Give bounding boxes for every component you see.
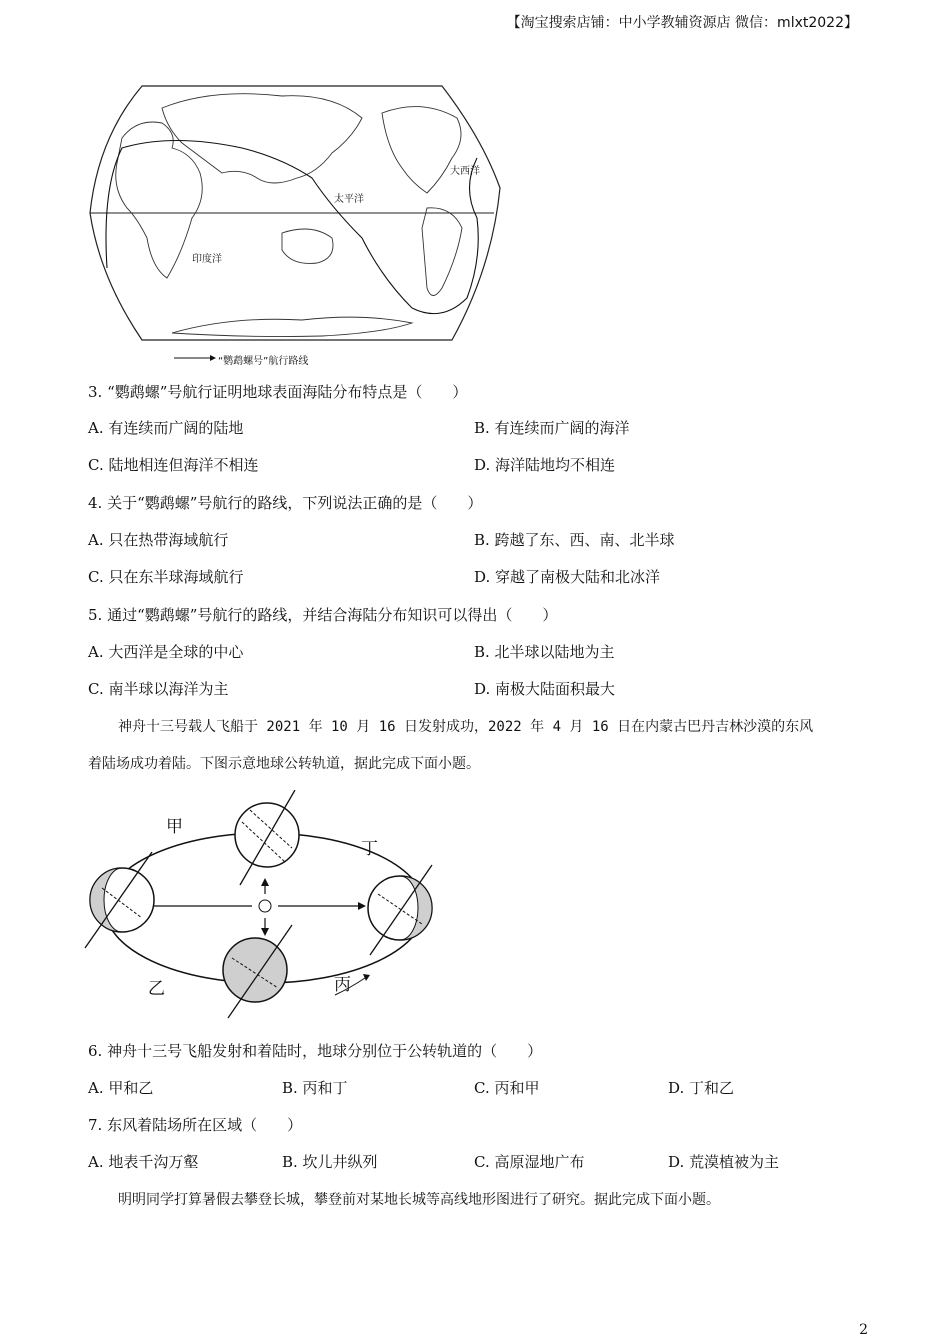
question-6-stem: 6. 神舟十三号飞船发射和着陆时，地球分别位于公转轨道的（ ） xyxy=(88,1042,543,1060)
question-3-stem: 3. “鹦鹉螺”号航行证明地球表面海陆分布特点是（ ） xyxy=(88,383,468,401)
q4-option-d[interactable]: D. 穿越了南极大陆和北冰洋 xyxy=(474,568,661,586)
label-yi: 乙 xyxy=(148,979,165,999)
orbit-svg xyxy=(80,790,450,1020)
passage-line-2: 着陆场成功着陆。下图示意地球公转轨道，据此完成下面小题。 xyxy=(88,756,480,772)
label-bing: 丙 xyxy=(334,975,351,995)
world-map-svg xyxy=(82,78,502,368)
earth-bottom xyxy=(223,925,292,1018)
q3-option-a[interactable]: A. 有连续而广阔的陆地 xyxy=(88,419,244,437)
earth-right xyxy=(368,865,432,955)
q7-option-a[interactable]: A. 地表千沟万壑 xyxy=(88,1153,199,1171)
q6-option-a[interactable]: A. 甲和乙 xyxy=(88,1079,154,1097)
page-number: 2 xyxy=(859,1322,868,1338)
question-5-stem: 5. 通过“鹦鹉螺”号航行的路线，并结合海陆分布知识可以得出（ ） xyxy=(88,606,558,624)
q5-option-c[interactable]: C. 南半球以海洋为主 xyxy=(88,680,229,698)
map-legend: “鹦鹉螺号”航行路线 xyxy=(218,356,309,367)
q5-option-a[interactable]: A. 大西洋是全球的中心 xyxy=(88,643,244,661)
q4-option-b[interactable]: B. 跨越了东、西、南、北半球 xyxy=(474,531,675,549)
question-7-stem: 7. 东风着陆场所在区域（ ） xyxy=(88,1116,303,1134)
earth-top xyxy=(235,790,299,885)
label-ding: 丁 xyxy=(361,839,378,859)
passage-2: 明明同学打算暑假去攀登长城，攀登前对某地长城等高线地形图进行了研究。据此完成下面小题。 xyxy=(118,1192,720,1208)
label-indian: 印度洋 xyxy=(192,254,222,265)
q6-option-c[interactable]: C. 丙和甲 xyxy=(474,1079,540,1097)
question-4-stem: 4. 关于“鹦鹉螺”号航行的路线，下列说法正确的是（ ） xyxy=(88,494,483,512)
q4-option-c[interactable]: C. 只在东半球海域航行 xyxy=(88,568,244,586)
q3-option-d[interactable]: D. 海洋陆地均不相连 xyxy=(474,456,616,474)
q6-option-d[interactable]: D. 丁和乙 xyxy=(668,1079,735,1097)
q7-option-d[interactable]: D. 荒漠植被为主 xyxy=(668,1153,780,1171)
label-atlantic: 大西洋 xyxy=(450,166,480,177)
q7-option-c[interactable]: C. 高原湿地广布 xyxy=(474,1153,585,1171)
q3-option-b[interactable]: B. 有连续而广阔的海洋 xyxy=(474,419,630,437)
sun-icon xyxy=(259,900,271,912)
q7-option-b[interactable]: B. 坎儿井纵列 xyxy=(282,1153,378,1171)
orbit-diagram xyxy=(80,790,450,1020)
q5-option-d[interactable]: D. 南极大陆面积最大 xyxy=(474,680,616,698)
q5-option-b[interactable]: B. 北半球以陆地为主 xyxy=(474,643,615,661)
label-jia: 甲 xyxy=(166,817,183,837)
q4-option-a[interactable]: A. 只在热带海域航行 xyxy=(88,531,229,549)
earth-left xyxy=(85,852,154,948)
passage-line-1: 神舟十三号载人飞船于 2021 年 10 月 16 日发射成功，2022 年 4 月 16 日在内蒙古巴丹吉林沙漠的东风 xyxy=(118,719,814,735)
q6-option-b[interactable]: B. 丙和丁 xyxy=(282,1079,348,1097)
world-map-figure xyxy=(82,78,502,368)
q3-option-c[interactable]: C. 陆地相连但海洋不相连 xyxy=(88,456,259,474)
label-pacific: 太平洋 xyxy=(334,194,364,205)
header-watermark: 【淘宝搜索店铺：中小学教辅资源店 微信：mlxt2022】 xyxy=(506,15,858,31)
